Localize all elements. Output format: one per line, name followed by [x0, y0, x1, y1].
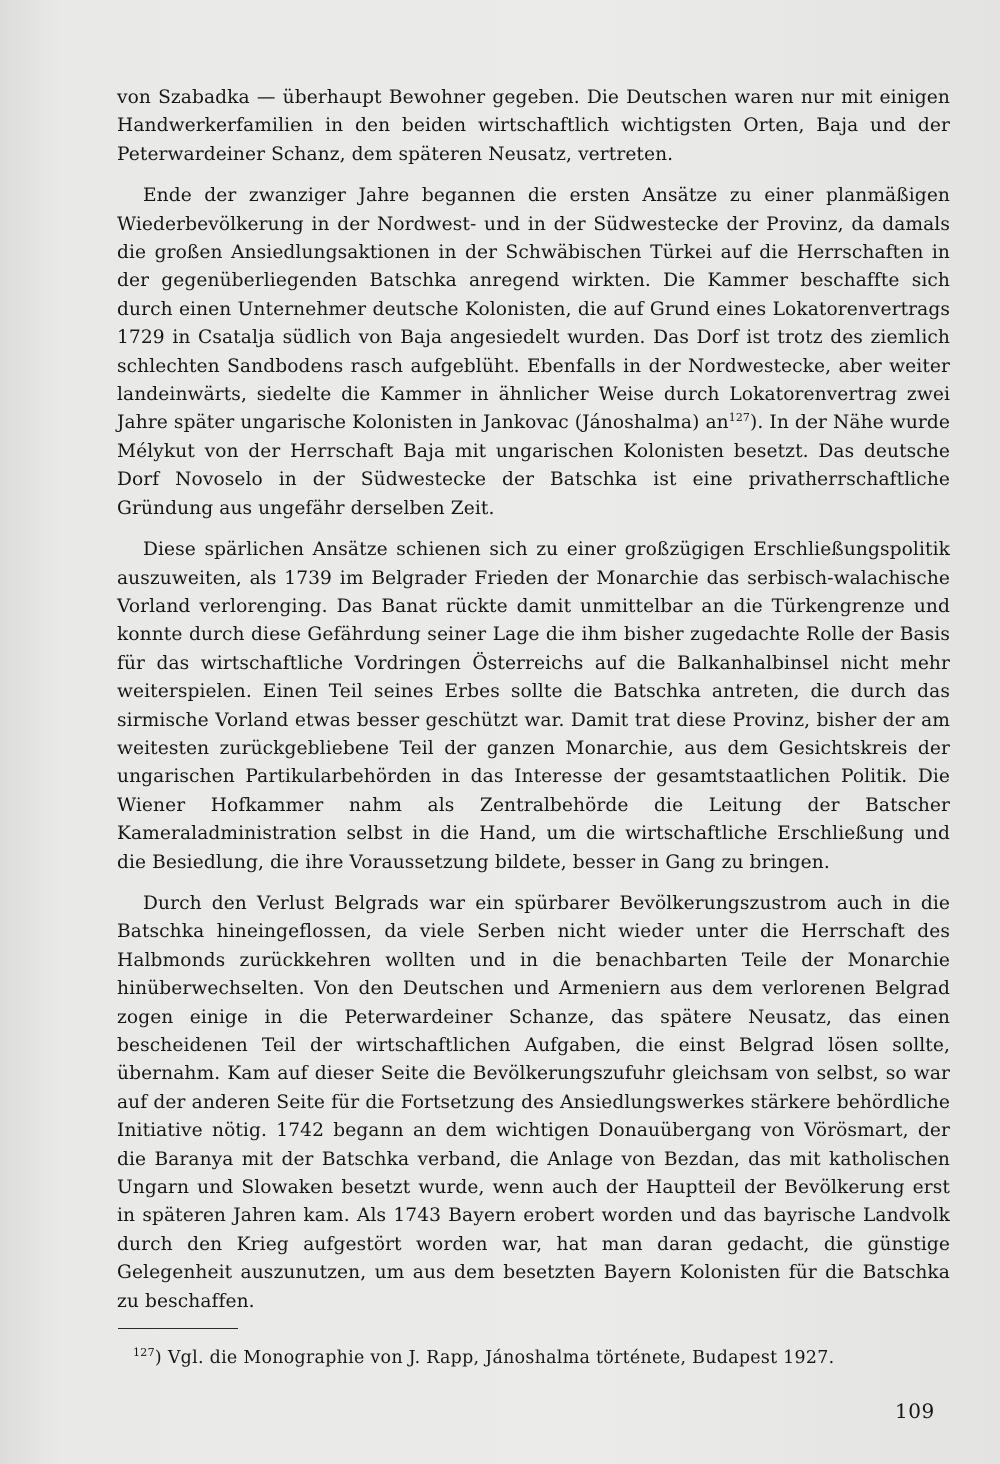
footnote-127 — [133, 1345, 953, 1371]
page-number: 109 — [895, 1399, 935, 1423]
paragraph-text: von Szabadka — überhaupt Bewohner gegeben. Die Deutschen waren nur mit einigen Handwerkerfamilien in den beiden wirtschaftlich wichtigsten Orten, Baja und der Peterwardeiner Schanz, dem späteren Neusatz, vertreten. — [117, 87, 950, 165]
paragraph-1 — [117, 84, 950, 169]
body-text — [117, 84, 950, 1316]
footnote-separator — [118, 1328, 238, 1329]
paragraph-text: Ende der zwanziger Jahre begannen die ersten Ansätze zu einer planmäßigen Wiederbevölkerung in der Nordwest- und in der Südwestecke der Provinz, da damals die großen Ansiedlungsaktionen in der Schwäbischen Türkei auf die Herrschaften in der gegenüberliegenden Batschka anregend wirkten. Die Kammer beschaffte sich durch einen Unternehmer deutsche Kolonisten, die auf Grund eines Lokatorenvertrags 1729 in Csatalja südlich von Baja angesiedelt wurden. Das Dorf ist trotz des ziemlich schlechten Sandbodens rasch aufgeblüht. Ebenfalls in der Nordwestecke, aber weiter landeinwärts, siedelte die Kammer in ähnlicher Weise durch Lokatorenvertrag zwei Jahre später ungarische Kolonisten in Jankovac (Jánoshalma) an — [117, 185, 950, 434]
footnote-marker: 127 — [133, 1346, 155, 1360]
paragraph-3 — [117, 536, 950, 877]
footnote-text: Vgl. die Monographie von J. Rapp, Jánoshalma története, Budapest 1927. — [167, 1348, 835, 1368]
paragraph-2 — [117, 182, 950, 523]
paragraph-text: Diese spärlichen Ansätze schienen sich zu einer großzügigen Erschließungspolitik auszuweiten, als 1739 im Belgrader Frieden der Monarchie das serbisch-walachische Vorland verlorenging. Das Banat rückte damit unmittelbar an die Türkengrenze und konnte durch diese Gefährdung seiner Lage die ihm bisher zugedachte Rolle der Basis für das wirtschaftliche Vordringen Österreichs auf die Balkanhalbinsel nicht mehr weiterspielen. Einen Teil seines Erbes sollte die Batschka antreten, die durch das sirmische Vorland etwas besser geschützt war. Damit trat diese Provinz, bisher der am weitesten zurückgebliebene Teil der ganzen Monarchie, aus dem Gesichtskreis der ungarischen Partikularbehörden in das Interesse der gesamtstaatlichen Politik. Die Wiener Hofkammer nahm als Zentralbehörde die Leitung der Batscher Kameraladministration selbst in die Hand, um die wirtschaftliche Erschließung und die Besiedlung, die ihre Voraussetzung bildete, besser in Gang zu bringen. — [117, 539, 950, 873]
footnote-reference-127: 127 — [728, 411, 751, 425]
paragraph-text: Durch den Verlust Belgrads war ein spürbarer Bevölkerungszustrom auch in die Batschka hineingeflossen, da viele Serben nicht wieder unter die Herrschaft des Halbmonds zurückkehren wollten und in die benachbarten Teile der Monarchie hinüberwechselten. Von den Deutschen und Armeniern aus dem verlorenen Belgrad zogen einige in die Peterwardeiner Schanze, das spätere Neusatz, das einen bescheidenen Teil der wirtschaftlichen Aufgaben, die einst Belgrad lösen sollte, übernahm. Kam auf dieser Seite die Bevölkerungszufuhr gleichsam von selbst, so war auf der anderen Seite für die Fortsetzung des Ansiedlungswerkes stärkere behördliche Initiative nötig. 1742 begann an dem wichtigen Donauübergang von Vörösmart, der die Baranya mit der Batschka verband, die Anlage von Bezdan, das mit katholischen Ungarn und Slowaken besetzt wurde, wenn auch der Hauptteil der Bevölkerung erst in späteren Jahren kam. Als 1743 Bayern erobert worden und das bayrische Landvolk durch den Krieg aufgestört worden war, hat man daran gedacht, die günstige Gelegenheit auszunutzen, um aus dem besetzten Bayern Kolonisten für die Batschka zu beschaffen. — [117, 892, 950, 1312]
footnote-bracket: ) — [154, 1348, 162, 1368]
paragraph-text: ). In der Nähe wurde Mélykut von der Herrschaft Baja mit ungarischen Kolonisten besetzt. Das deutsche Dorf Novoselo in der Südwestecke der Batschka ist eine privatherrschaftliche Gründung aus ungefähr derselben Zeit. — [117, 412, 950, 519]
paragraph-4 — [117, 890, 950, 1316]
